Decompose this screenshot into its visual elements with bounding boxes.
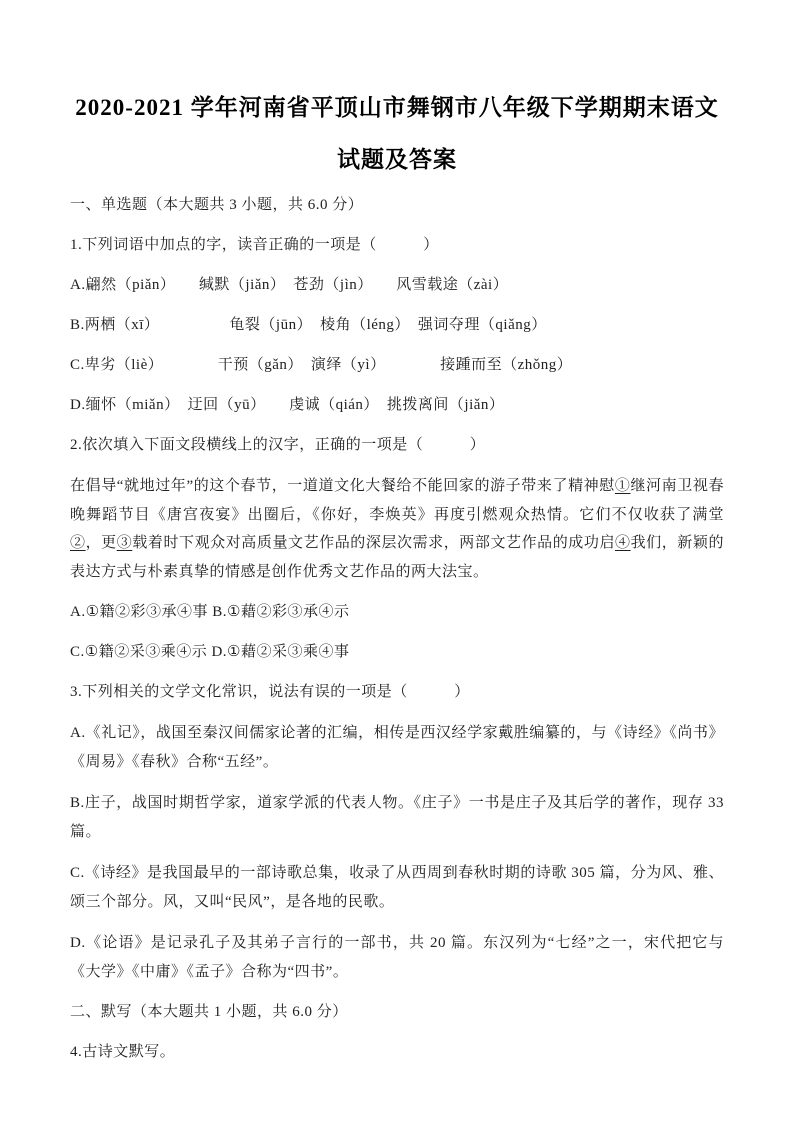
text-segment: 我们，新颖的表达方式与朴素真挚的情感是创作优秀文艺作品的两大法宝。 [70, 535, 724, 580]
blank-number-underlined: ① [614, 478, 631, 494]
question-1-option-a: A.翩然（piǎn） 缄默（jiǎn） 苍劲（jìn） 风雪载途（zài） [70, 277, 509, 293]
question-2-passage [70, 472, 724, 586]
section-one-header: 一、单选题（本大题共 3 小题，共 6.0 分） [70, 197, 364, 213]
text-segment: 在倡导“就地过年”的这个春节，一道道文化大餐给不能回家的游子带来了精神慰 [70, 478, 615, 494]
question-3-stem: 3.下列相关的文学文化常识，说法有误的一项是（ ） [70, 684, 470, 700]
question-3-option-a: A.《礼记》，战国至秦汉间儒家论著的汇编，相传是西汉经学家戴胜编纂的，与《诗经》《尚书》《周易》《春秋》合称“五经”。 [70, 725, 724, 770]
text-segment: 继河南卫视春晚舞蹈节目《唐宫夜宴》出圈后，《你好，李焕英》再度引燃观众热情。它们不仅收获了满堂 [70, 478, 724, 523]
blank-number-underlined: ② [70, 535, 86, 551]
text-segment: ，更 [85, 535, 117, 551]
exam-title: 2020-2021 学年河南省平顶山市舞钢市八年级下学期期末语文试题及答案 [75, 95, 719, 172]
question-4-stem: 4.古诗文默写。 [70, 1044, 176, 1060]
text-segment: 载着时下观众对高质量文艺作品的深层次需求，两部文艺作品的成功启 [132, 535, 616, 551]
question-1-option-c: C.卑劣（liè） 干预（gǎn） 演绎（yì） 接踵而至（zhǒng） [70, 357, 573, 373]
question-1-option-b: B.两栖（xī） 龟裂（jūn） 棱角（léng） 强词夺理（qiǎng） [70, 317, 547, 333]
question-2-option-row-cd: C.①籍②采③乘④示 D.①藉②采③乘④事 [70, 644, 350, 660]
section-two-header: 二、默写（本大题共 1 小题，共 6.0 分） [70, 1004, 348, 1020]
blank-number-underlined: ③ [116, 535, 133, 551]
question-3-option-b: B.庄子，战国时期哲学家，道家学派的代表人物。《庄子》一书是庄子及其后学的著作，现存 33 篇。 [70, 795, 724, 840]
question-1-option-d: D.缅怀（miǎn） 迂回（yū） 虔诚（qián） 挑拨离间（jiǎn） [70, 397, 505, 413]
question-1-stem: 1.下列词语中加点的字，读音正确的一项是（ ） [70, 237, 439, 253]
question-2-option-row-ab: A.①籍②彩③承④事 B.①藉②彩③承④示 [70, 604, 350, 620]
question-3-option-d: D.《论语》是记录孔子及其弟子言行的一部书，共 20 篇。东汉列为“七经”之一，宋代把它与《大学》《中庸》《孟子》合称为“四书”。 [70, 935, 724, 980]
blank-number-underlined: ④ [615, 535, 631, 551]
question-2-stem: 2.依次填入下面文段横线上的汉字，正确的一项是（ ） [70, 437, 486, 453]
question-3-option-c: C.《诗经》是我国最早的一部诗歌总集，收录了从西周到春秋时期的诗歌 305 篇，分为风、雅、颂三个部分。风，又叫“民风”，是各地的民歌。 [70, 865, 724, 910]
